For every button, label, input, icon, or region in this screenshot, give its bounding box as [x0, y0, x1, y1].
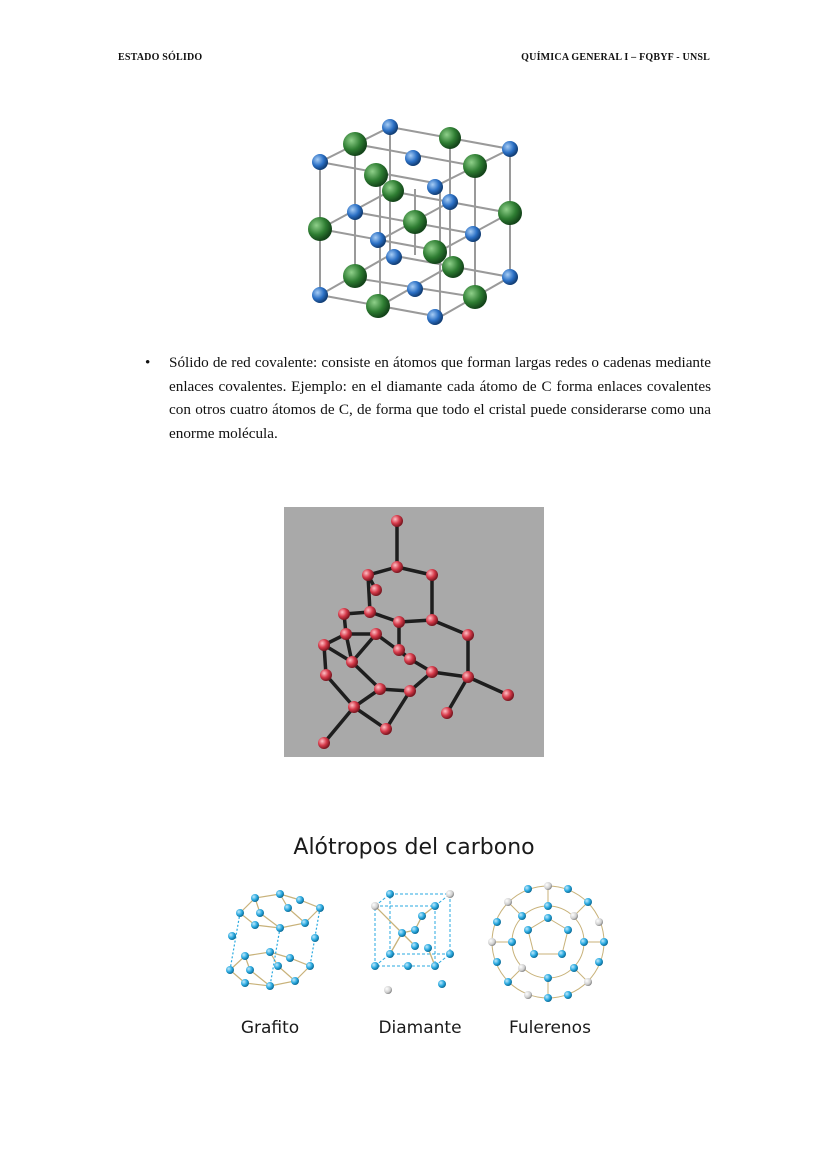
label-diamante: Diamante: [378, 1018, 462, 1038]
running-header-left: ESTADO SÓLIDO: [118, 52, 203, 63]
graphite-structure: [230, 894, 320, 986]
running-header-right: QUÍMICA GENERAL I – FQBYF - UNSL: [521, 52, 710, 63]
label-fulerenos: Fulerenos: [509, 1018, 591, 1038]
allotropes-title: Alótropos del carbono: [293, 835, 535, 860]
bullet-marker: •: [145, 354, 151, 371]
diamond-structure-figure: [284, 507, 544, 757]
bullet-item-covalent-network: [145, 351, 711, 445]
label-grafito: Grafito: [240, 1018, 300, 1038]
ionic-lattice-figure: [290, 112, 540, 344]
carbon-allotropes-figure: [210, 878, 620, 1006]
bullet-text: Sólido de red covalente: consiste en átomos que forman largas redes o cadenas mediante enlaces covalentes. Ejemplo: en el diamante cada átomo de C forma enlaces covalentes con otros cuatro átomos de C, de forma que todo el cristal puede considerarse como una enorme molécula.: [169, 354, 711, 442]
